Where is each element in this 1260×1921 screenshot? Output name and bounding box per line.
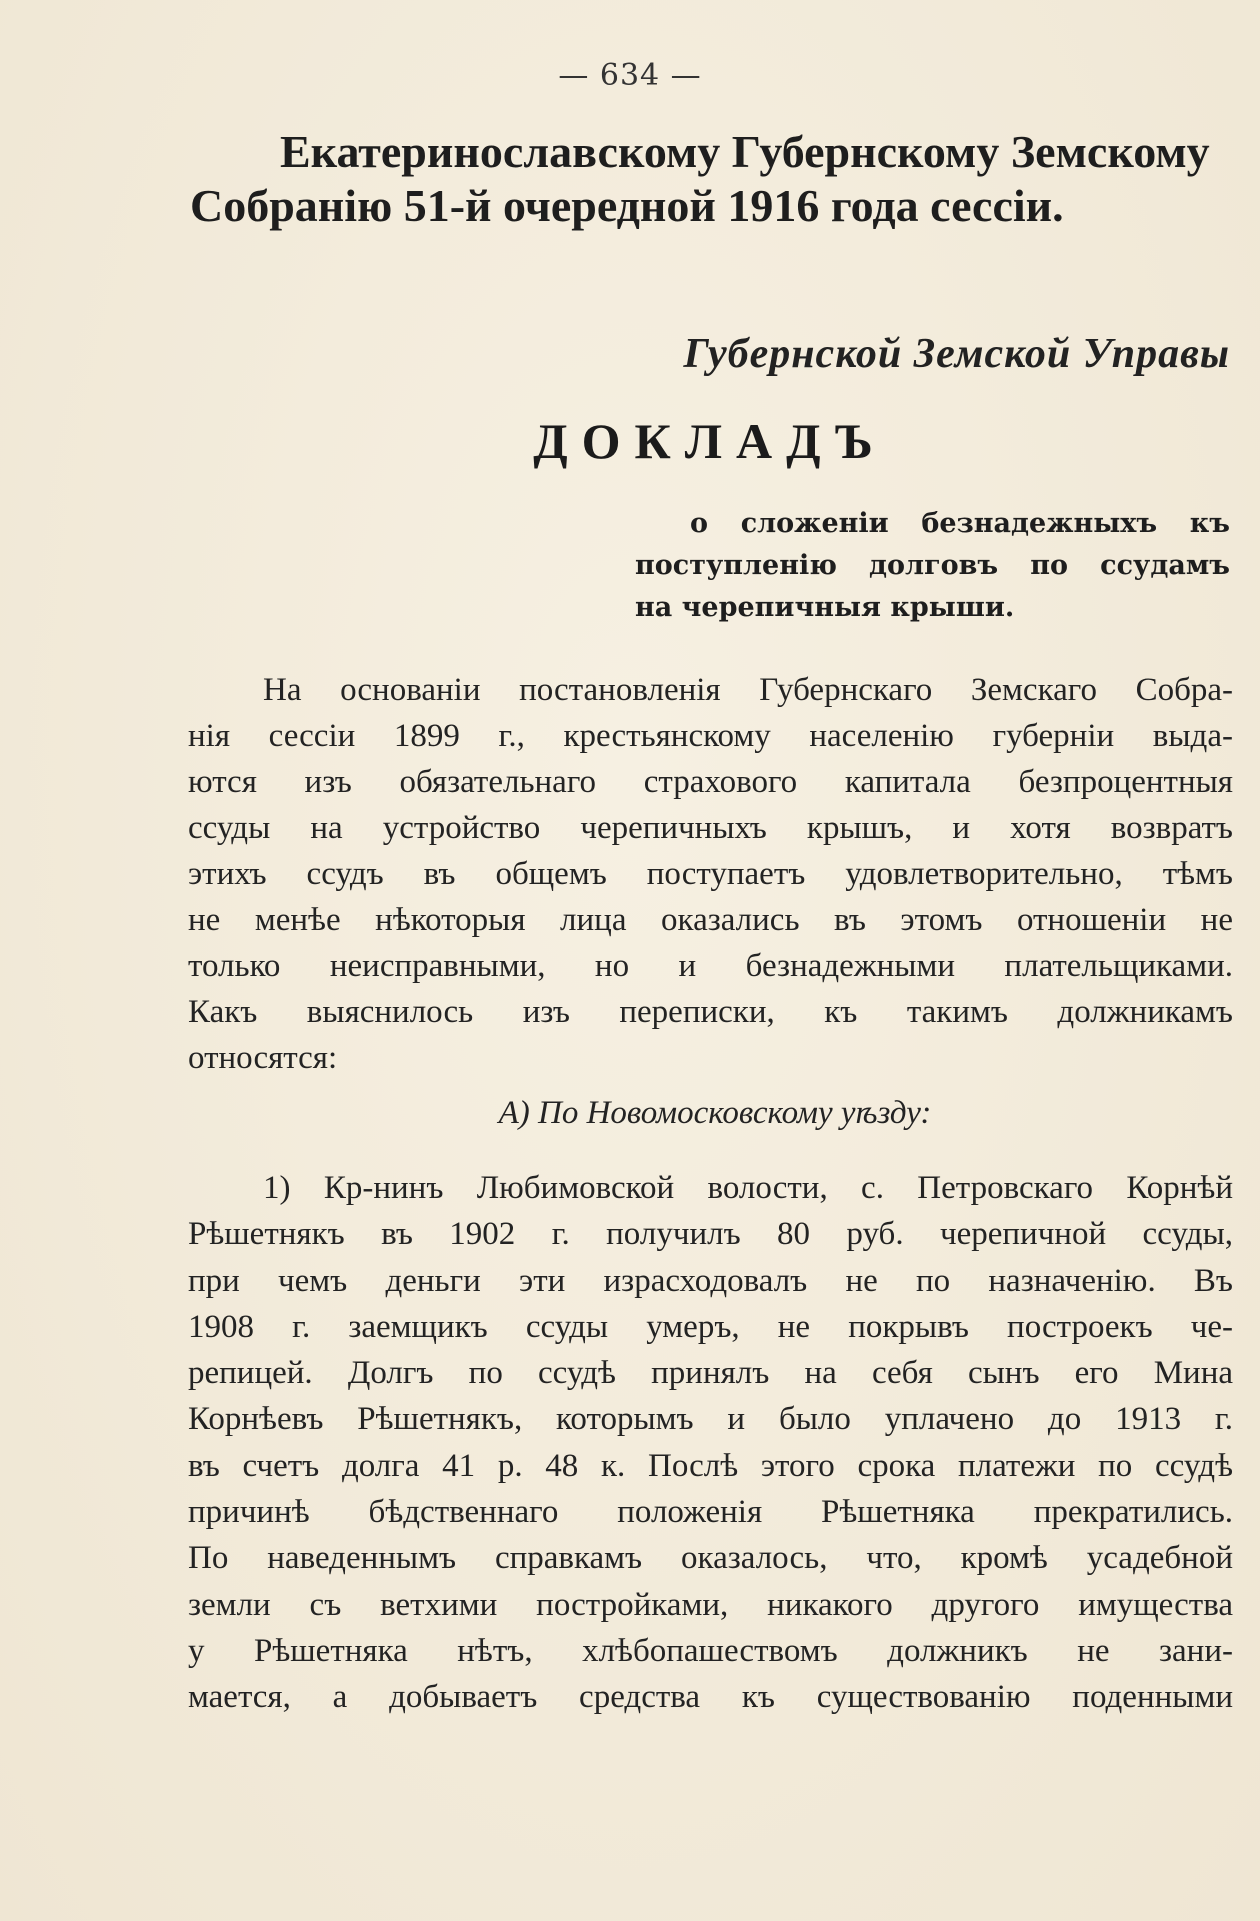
text-line: земли съ ветхими постройками, никакого другого имущества bbox=[188, 1586, 1233, 1623]
text-line: относятся: bbox=[188, 1040, 338, 1076]
paragraph-intro bbox=[188, 667, 1233, 1081]
topic-line-2: поступленію долговъ по ссудамъ bbox=[635, 550, 1230, 581]
text-line: Какъ выяснилось изъ переписки, къ такимъ должникамъ bbox=[188, 994, 1233, 1030]
issuer-subtitle: Губернской Земской Управы bbox=[683, 331, 1230, 377]
address-heading bbox=[190, 125, 1240, 233]
text-line: Корнѣевъ Рѣшетнякъ, которымъ и было уплачено до 1913 г. bbox=[188, 1401, 1233, 1438]
text-line: ются изъ обязательнаго страхового капитала безпроцентныя bbox=[188, 764, 1233, 800]
text-line: только неисправными, но и безнадежными плательщиками. bbox=[188, 948, 1233, 984]
text-line: ссуды на устройство черепичныхъ крышъ, и хотя возвратъ bbox=[188, 810, 1233, 846]
address-heading-line-1: Екатеринославскому Губернскому Земскому bbox=[280, 126, 1210, 177]
text-line: мается, а добываетъ средства къ существованію поденными bbox=[188, 1679, 1233, 1716]
text-line: репицей. Долгъ по ссудѣ принялъ на себя сынъ его Мина bbox=[188, 1355, 1233, 1392]
text-line: 1) Кр-нинъ Любимовской волости, с. Петровскаго Корнѣй bbox=[263, 1170, 1233, 1206]
address-heading-line-2: Собранію 51-й очередной 1916 года сессіи. bbox=[190, 180, 1064, 231]
section-header: А) По Новомосковскому уѣзду: bbox=[498, 1095, 932, 1131]
text-line: На основаніи постановленія Губернскаго Земскаго Собра- bbox=[263, 672, 1233, 708]
text-line: Рѣшетнякъ въ 1902 г. получилъ 80 руб. черепичной ссуды, bbox=[188, 1216, 1233, 1253]
text-line: причинѣ бѣдственнаго положенія Рѣшетняка прекратились. bbox=[188, 1494, 1233, 1531]
text-line: этихъ ссудъ въ общемъ поступаетъ удовлетворительно, тѣмъ bbox=[188, 856, 1233, 892]
text-line: нія сессіи 1899 г., крестьянскому населенію губерніи выда- bbox=[188, 718, 1233, 754]
topic-line-1: о сложеніи безнадежныхъ къ bbox=[690, 508, 1230, 539]
document-title: ДОКЛАДЪ bbox=[533, 413, 887, 469]
report-topic bbox=[635, 503, 1230, 629]
text-line: при чемъ деньги эти израсходовалъ не по назначенію. Въ bbox=[188, 1262, 1233, 1299]
text-line: не менѣе нѣкоторыя лица оказались въ этомъ отношеніи не bbox=[188, 902, 1233, 938]
text-line: 1908 г. заемщикъ ссуды умеръ, не покрывъ построекъ че- bbox=[188, 1308, 1233, 1345]
paragraph-item-1 bbox=[188, 1165, 1233, 1721]
text-line: По наведеннымъ справкамъ оказалось, что, кромѣ усадебной bbox=[188, 1540, 1233, 1577]
topic-line-3: на черепичныя крыши. bbox=[635, 592, 1015, 623]
page-number: — 634 — bbox=[558, 58, 702, 93]
text-line: въ счетъ долга 41 р. 48 к. Послѣ этого срока платежи по ссудѣ bbox=[188, 1447, 1233, 1484]
text-line: у Рѣшетняка нѣтъ, хлѣбопашествомъ должникъ не зани- bbox=[188, 1632, 1233, 1669]
